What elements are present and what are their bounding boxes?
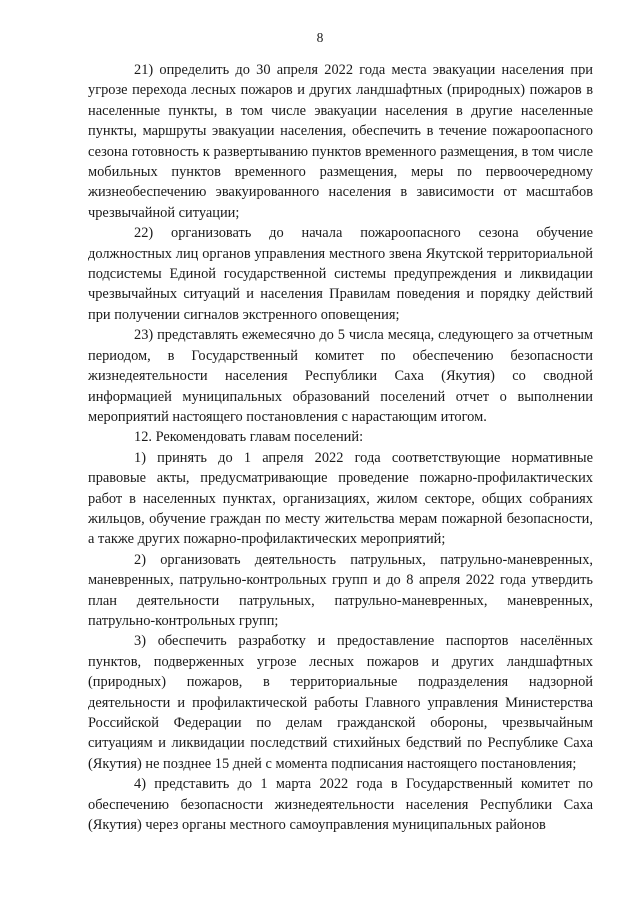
page-number: 8 (316, 30, 324, 45)
paragraph-item-4: 4) представить до 1 марта 2022 года в Государственный комитет по обеспечению безопасности жизнедеятельности населения Республики Саха (Якутия) через органы местного самоуправления муниципальных районов (88, 776, 593, 834)
paragraph-item-23: 23) представлять ежемесячно до 5 числа месяца, следующего за отчетным периодом, в Государственный комитет по обеспечению безопасности жизнедеятельности населения Республики Саха (Якутия) со сводной информацией муниципальных образований поселений отчет о выполнении мероприятий настоящего постановления с нарастающим итогом. (88, 327, 593, 425)
paragraph-item-22: 22) организовать до начала пожароопасного сезона обучение должностных лиц органов управления местного звена Якутской территориальной подсистемы Единой государственной системы предупреждения и ликвидации чрезвычайных ситуаций и населения Правилам поведения и порядку действий при получении сигналов экстренного оповещения; (88, 225, 593, 323)
paragraph-item-21: 21) определить до 30 апреля 2022 года места эвакуации населения при угрозе перехода лесных пожаров и других ландшафтных (природных) пожаров в населенные пункты, в том числе эвакуации населения в другие населенные пункты, маршруты эвакуации населения, обеспечить в течение пожароопасного сезона готовность к развертыванию пунктов временного размещения, в том числе мобильных пунктов временного размещения, меры по первоочередному жизнеобеспечению эвакуированного населения в зависимости от масштабов чрезвычайной ситуации; (88, 62, 593, 221)
paragraph-item-1: 1) принять до 1 апреля 2022 года соответствующие нормативные правовые акты, предусматривающие проведение пожарно-профилактических работ в населенных пунктах, организациях, жилом секторе, общих собраниях жильцов, обучение граждан по месту жительства мерам пожарной безопасности, а также других пожарно-профилактических мероприятий; (88, 449, 593, 548)
paragraph-item-3: 3) обеспечить разработку и предоставление паспортов населённых пунктов, подверженных угрозе лесных пожаров и других ландшафтных (природных) пожаров, в территориальные подразделения надзорной деятельности и профилактической работы Главного управления Министерства Российской Федерации по делам гражданской обороны, чрезвычайным ситуациям и ликвидации последствий стихийных бедствий по Республике Саха (Якутия) не позднее 15 дней с момента подписания настоящего постановления; (88, 633, 593, 772)
document-body (88, 60, 593, 835)
paragraph-item-2: 2) организовать деятельность патрульных, патрульно-маневренных, маневренных, патрульно-контрольных групп и до 8 апреля 2022 года утвердить план деятельности патрульных, патрульно-маневренных, маневренных, патрульно-контрольных групп; (88, 551, 593, 629)
section-heading-12: 12. Рекомендовать главам поселений: (134, 429, 364, 446)
